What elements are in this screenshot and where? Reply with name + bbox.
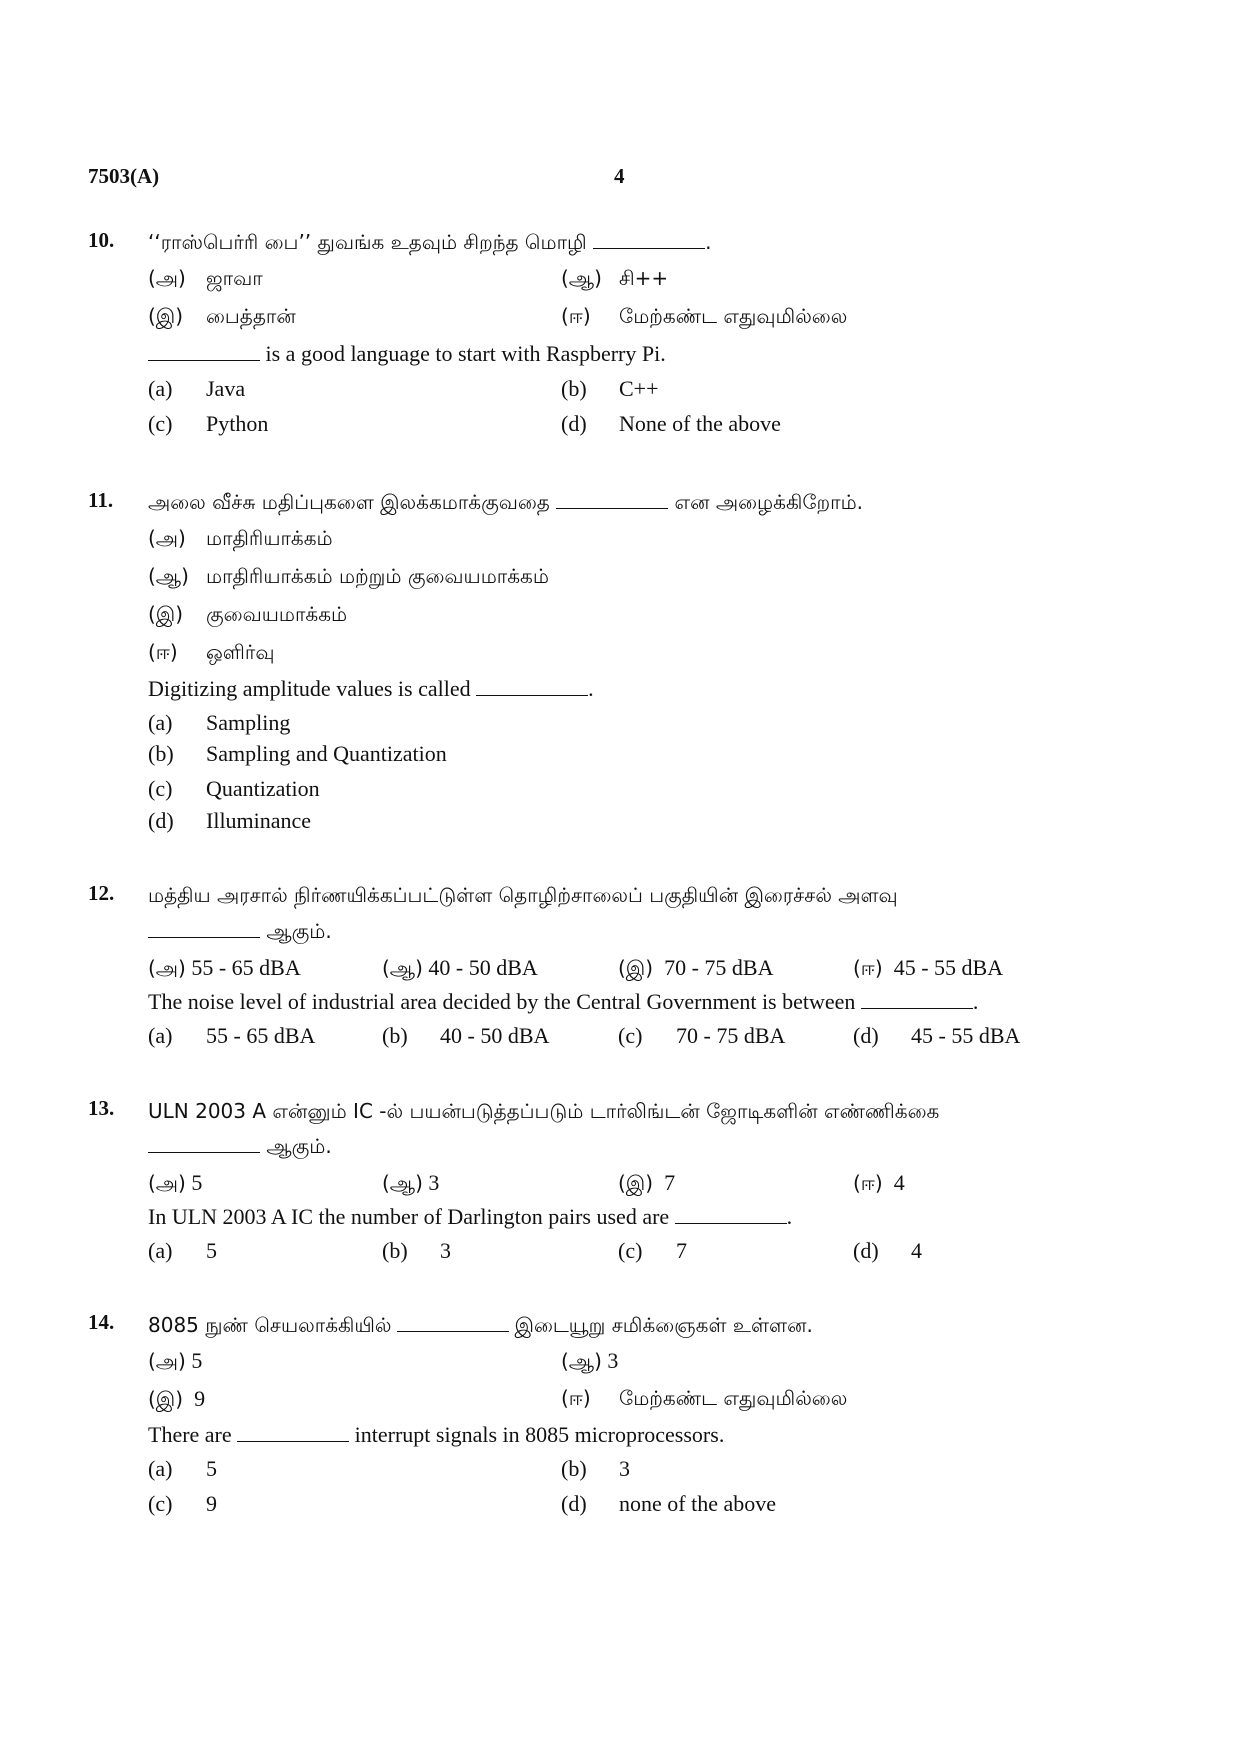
tamil-option-a: (அ) மாதிரியாக்கம் bbox=[148, 526, 333, 550]
question-number: 12. bbox=[88, 881, 115, 905]
question-tamil-text: அலை வீச்சு மதிப்புகளை இலக்கமாக்குவதை என அழைக்கிறோம். bbox=[148, 490, 864, 514]
english-option-c: (c) Quantization bbox=[148, 776, 320, 801]
english-option-b: (b) Sampling and Quantization bbox=[148, 741, 447, 766]
question-12 bbox=[88, 881, 1168, 1061]
question-14 bbox=[88, 1310, 1168, 1516]
tamil-option-b: (ஆ) 3 bbox=[561, 1348, 619, 1373]
question-11 bbox=[88, 488, 1168, 838]
tamil-option-a: (அ) 5 bbox=[148, 1348, 203, 1373]
question-english-text: Digitizing amplitude values is called . bbox=[148, 676, 594, 701]
english-option-a: (a) 5 bbox=[148, 1238, 217, 1263]
tamil-option-a: (அ) 55 - 65 dBA bbox=[148, 955, 301, 980]
english-option-b: (b) 3 bbox=[561, 1456, 630, 1481]
english-option-c: (c) 7 bbox=[618, 1238, 687, 1263]
answer-blank bbox=[593, 230, 705, 249]
english-option-c: (c) Python bbox=[148, 411, 269, 436]
question-tamil-text: ‘‘ராஸ்பெர்ரி பை’’ துவங்க உதவும் சிறந்த மொழி . bbox=[148, 230, 712, 254]
question-number: 14. bbox=[88, 1310, 115, 1334]
answer-blank bbox=[556, 490, 668, 509]
tamil-option-d: (ஈ) 4 bbox=[853, 1170, 905, 1195]
question-number: 11. bbox=[88, 488, 114, 512]
tamil-option-b: (ஆ) 40 - 50 dBA bbox=[382, 955, 538, 980]
question-number: 13. bbox=[88, 1096, 115, 1120]
english-option-a: (a) Sampling bbox=[148, 710, 291, 735]
answer-blank bbox=[675, 1205, 787, 1224]
question-tamil-text: 8085 நுண் செயலாக்கியில் இடையூறு சமிக்ஞைகள் உள்ளன. bbox=[148, 1313, 813, 1337]
tamil-option-b: (ஆ) சி++ bbox=[561, 266, 669, 290]
tamil-option-a: (அ) 5 bbox=[148, 1170, 203, 1195]
english-option-a: (a) 5 bbox=[148, 1456, 217, 1481]
english-option-b: (b) 40 - 50 dBA bbox=[382, 1023, 550, 1048]
answer-blank bbox=[397, 1313, 509, 1332]
question-english-text: is a good language to start with Raspberry Pi. bbox=[148, 341, 666, 367]
tamil-option-c: (இ) 70 - 75 dBA bbox=[618, 955, 774, 980]
english-option-d: (d) none of the above bbox=[561, 1491, 776, 1516]
tamil-option-c: (இ) 9 bbox=[148, 1386, 206, 1411]
page-number: 4 bbox=[614, 164, 625, 188]
question-tamil-text: மத்திய அரசால் நிர்ணயிக்கப்பட்டுள்ள தொழிற்சாலைப் பகுதியின் இரைச்சல் அளவு bbox=[148, 883, 898, 907]
question-number: 10. bbox=[88, 228, 115, 252]
english-option-d: (d) Illuminance bbox=[148, 808, 312, 833]
question-10 bbox=[88, 228, 1168, 436]
answer-blank bbox=[237, 1423, 349, 1442]
tamil-option-a: (அ) ஜாவா bbox=[148, 266, 263, 290]
english-option-a: (a) Java bbox=[148, 376, 246, 401]
tamil-option-b: (ஆ) மாதிரியாக்கம் மற்றும் குவையமாக்கம் bbox=[148, 564, 549, 588]
tamil-option-c: (இ) பைத்தான் bbox=[148, 304, 296, 328]
question-13 bbox=[88, 1096, 1168, 1276]
question-english-text: There are interrupt signals in 8085 microprocessors. bbox=[148, 1422, 725, 1447]
tamil-option-d: (ஈ) மேற்கண்ட எதுவுமில்லை bbox=[561, 304, 848, 328]
tamil-option-c: (இ) 7 bbox=[618, 1170, 676, 1195]
english-option-d: (d) 45 - 55 dBA bbox=[853, 1023, 1021, 1048]
english-option-a: (a) 55 - 65 dBA bbox=[148, 1023, 316, 1048]
answer-blank bbox=[861, 990, 973, 1009]
paper-code: 7503(A) bbox=[88, 164, 160, 188]
english-option-b: (b) 3 bbox=[382, 1238, 451, 1263]
tamil-option-d: (ஈ) ஒளிர்வு bbox=[148, 640, 275, 664]
english-option-d: (d) None of the above bbox=[561, 411, 781, 436]
question-tamil-text-cont: ஆகும். bbox=[148, 919, 332, 946]
question-english-text: The noise level of industrial area decided by the Central Government is between . bbox=[148, 989, 979, 1014]
question-tamil-text: ULN 2003 A என்னும் IC -ல் பயன்படுத்தப்படும் டார்லிங்டன் ஜோடிகளின் எண்ணிக்கை bbox=[148, 1099, 940, 1123]
tamil-option-c: (இ) குவையமாக்கம் bbox=[148, 602, 348, 626]
answer-blank bbox=[476, 677, 588, 696]
english-option-b: (b) C++ bbox=[561, 376, 659, 401]
page-header bbox=[88, 164, 1152, 194]
question-english-text: In ULN 2003 A IC the number of Darlington pairs used are . bbox=[148, 1204, 793, 1229]
tamil-option-d: (ஈ) மேற்கண்ட எதுவுமில்லை bbox=[561, 1386, 848, 1410]
english-option-c: (c) 9 bbox=[148, 1491, 217, 1516]
english-option-c: (c) 70 - 75 dBA bbox=[618, 1023, 786, 1048]
answer-blank bbox=[148, 919, 260, 938]
answer-blank bbox=[148, 1134, 260, 1153]
tamil-option-b: (ஆ) 3 bbox=[382, 1170, 440, 1195]
answer-blank bbox=[148, 342, 260, 361]
tamil-option-d: (ஈ) 45 - 55 dBA bbox=[853, 955, 1004, 980]
question-tamil-text-cont: ஆகும். bbox=[148, 1134, 332, 1161]
english-option-d: (d) 4 bbox=[853, 1238, 922, 1263]
